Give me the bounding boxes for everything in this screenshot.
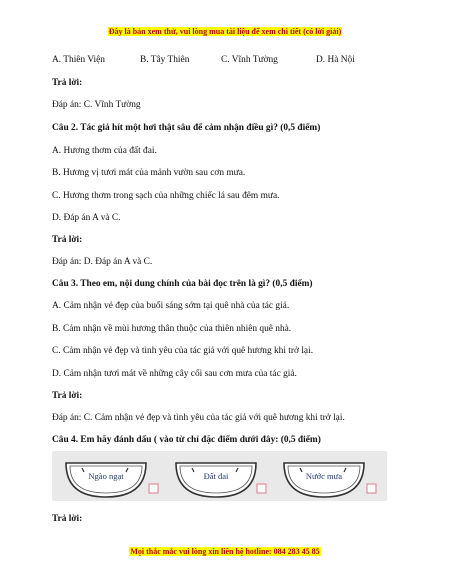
q4-question: Câu 4. Em hãy đánh dấu ( vào từ chỉ đặc điểm dưới đây: (0,5 điểm) <box>52 435 321 445</box>
q2-answer: Đáp án: D. Đáp án A và C. <box>52 257 153 267</box>
preview-banner-text: Đây là bản xem thử, vui lòng mua tài liệu để xem chi tiết (có lời giải) <box>108 27 342 36</box>
q1-answer: Đáp án: C. Vĩnh Tường <box>52 100 141 110</box>
q3-answer-label: Trả lời: <box>52 391 83 401</box>
q1-answer-label: Trả lời: <box>52 78 83 88</box>
checkbox-1[interactable] <box>149 484 158 493</box>
q3-answer: Đáp án: C. Cảm nhận vẻ đẹp và tình yêu của tác giả với quê hương khi trở lại. <box>52 413 345 423</box>
q1-option-c: C. Vĩnh Tường <box>221 55 278 65</box>
watermelon-slice-1 <box>66 463 146 497</box>
q3-question: Câu 3. Theo em, nội dung chính của bài đọc trên là gì? (0,5 điểm) <box>52 279 313 289</box>
q2-answer-label: Trả lời: <box>52 235 83 245</box>
preview-banner <box>0 27 450 36</box>
q1-options <box>52 55 412 67</box>
q1-option-b: B. Tây Thiên <box>140 55 190 65</box>
watermelon-slice-2 <box>176 463 256 497</box>
checkbox-3[interactable] <box>367 484 376 493</box>
q1-option-d: D. Hà Nội <box>316 55 355 65</box>
q1-option-a: A. Thiên Viện <box>52 55 105 65</box>
watermelon-slice-3 <box>284 463 364 497</box>
q3-option-c: C. Cảm nhận vẻ đẹp và tình yêu của tác giả với quê hương khi trở lại. <box>52 346 314 356</box>
q3-option-d: D. Cảm nhận tươi mát về những cây cối sau cơn mưa của tác giả. <box>52 369 297 379</box>
q3-option-a: A. Cảm nhận vẻ đẹp của buổi sáng sớm tại quê nhà của tác giả. <box>52 301 290 311</box>
hotline-banner-text: Mọi thắc mắc vui lòng xin liên hệ hotline: 084 283 45 85 <box>130 547 320 556</box>
q2-question: Câu 2. Tác giả hít một hơi thật sâu để cảm nhận điều gì? (0,5 điểm) <box>52 123 321 133</box>
word-2-label: Đất đai <box>203 471 229 481</box>
q2-option-c: C. Hương thơm trong sạch của những chiếc lá sau đêm mưa. <box>52 191 280 201</box>
q2-option-d: D. Đáp án A và C. <box>52 213 121 223</box>
q2-option-b: B. Hương vị tươi mát của mảnh vườn sau cơn mưa. <box>52 168 246 178</box>
q4-answer-label: Trả lời: <box>52 514 83 524</box>
word-3-label: Nước mưa <box>305 471 343 481</box>
q3-option-b: B. Cảm nhận về mùi hương thân thuộc của thiên nhiên quê nhà. <box>52 324 292 334</box>
hotline-banner <box>0 547 450 556</box>
checkbox-2[interactable] <box>257 484 266 493</box>
watermelon-figure <box>52 451 387 501</box>
word-1-label: Ngào ngạt <box>88 471 124 481</box>
q2-option-a: A. Hương thơm của đất đai. <box>52 146 157 156</box>
